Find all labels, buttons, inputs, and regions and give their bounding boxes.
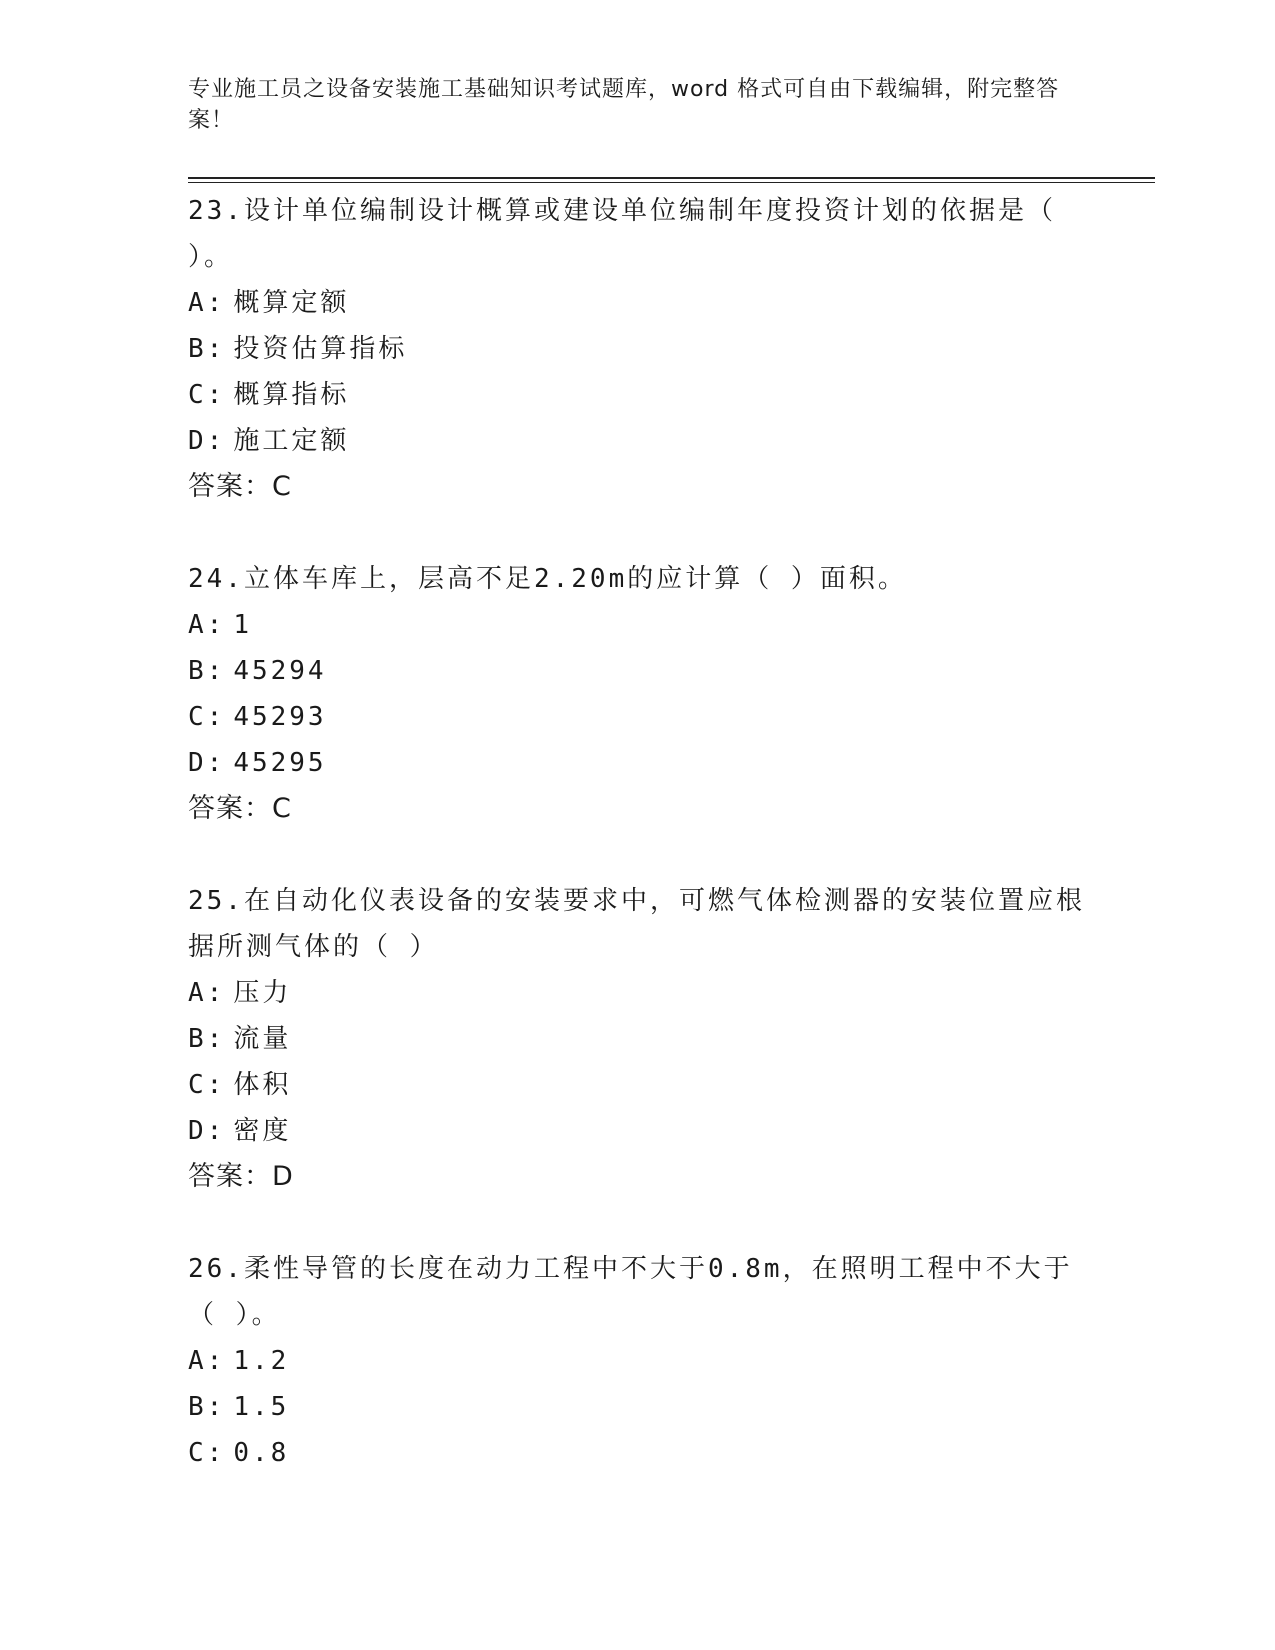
option-key: D: [188,1116,226,1146]
document-intro: 专业施工员之设备安装施工基础知识考试题库，word 格式可自由下载编辑，附完整答案！ [188,77,1060,133]
option-text: 压力 [233,978,292,1008]
option-key: B: [188,1024,226,1054]
option-text: 45294 [233,656,327,686]
option-b [188,648,1088,694]
option-text: 体积 [233,1070,292,1100]
option-text: 密度 [233,1116,292,1146]
option-c [188,1430,1088,1476]
question-26 [188,1246,1088,1476]
answer-label: 答案：D [188,1161,294,1192]
option-b [188,1384,1088,1430]
option-text: 1 [233,610,252,640]
option-a [188,280,1088,326]
question-list [188,188,1088,1522]
option-text: 施工定额 [233,426,350,456]
option-key: D: [188,426,226,456]
option-key: A: [188,1346,226,1376]
question-stem: 23.设计单位编制设计概算或建设单位编制年度投资计划的依据是（ ）。 [188,196,1056,272]
option-c [188,1062,1088,1108]
option-text: 45293 [233,702,327,732]
option-text: 投资估算指标 [233,334,408,364]
option-b [188,326,1088,372]
option-key: A: [188,978,226,1008]
option-text: 1.5 [233,1392,290,1422]
answer-label: 答案：C [188,793,292,824]
option-b [188,1016,1088,1062]
option-text: 概算定额 [233,288,350,318]
option-c [188,372,1088,418]
option-key: B: [188,1392,226,1422]
question-25 [188,878,1088,1200]
question-23 [188,188,1088,510]
option-key: C: [188,1438,226,1468]
option-key: B: [188,334,226,364]
option-key: B: [188,656,226,686]
option-key: D: [188,748,226,778]
option-a [188,970,1088,1016]
option-text: 45295 [233,748,327,778]
option-d [188,418,1088,464]
question-stem: 24.立体车库上，层高不足2.20m的应计算（ ）面积。 [188,564,907,594]
option-key: C: [188,1070,226,1100]
question-24 [188,556,1088,832]
question-stem: 26.柔性导管的长度在动力工程中不大于0.8m，在照明工程中不大于（ ）。 [188,1254,1073,1330]
header-divider-thick [188,177,1155,179]
option-key: A: [188,288,226,318]
option-d [188,1108,1088,1154]
option-c [188,694,1088,740]
question-stem: 25.在自动化仪表设备的安装要求中，可燃气体检测器的安装位置应根据所测气体的（ ） [188,886,1085,962]
option-key: A: [188,610,226,640]
option-a [188,602,1088,648]
option-a [188,1338,1088,1384]
option-text: 概算指标 [233,380,350,410]
answer-label: 答案：C [188,471,292,502]
option-text: 1.2 [233,1346,290,1376]
option-key: C: [188,702,226,732]
option-text: 0.8 [233,1438,290,1468]
option-text: 流量 [233,1024,292,1054]
option-d [188,740,1088,786]
option-key: C: [188,380,226,410]
header-divider-thin [188,182,1155,183]
